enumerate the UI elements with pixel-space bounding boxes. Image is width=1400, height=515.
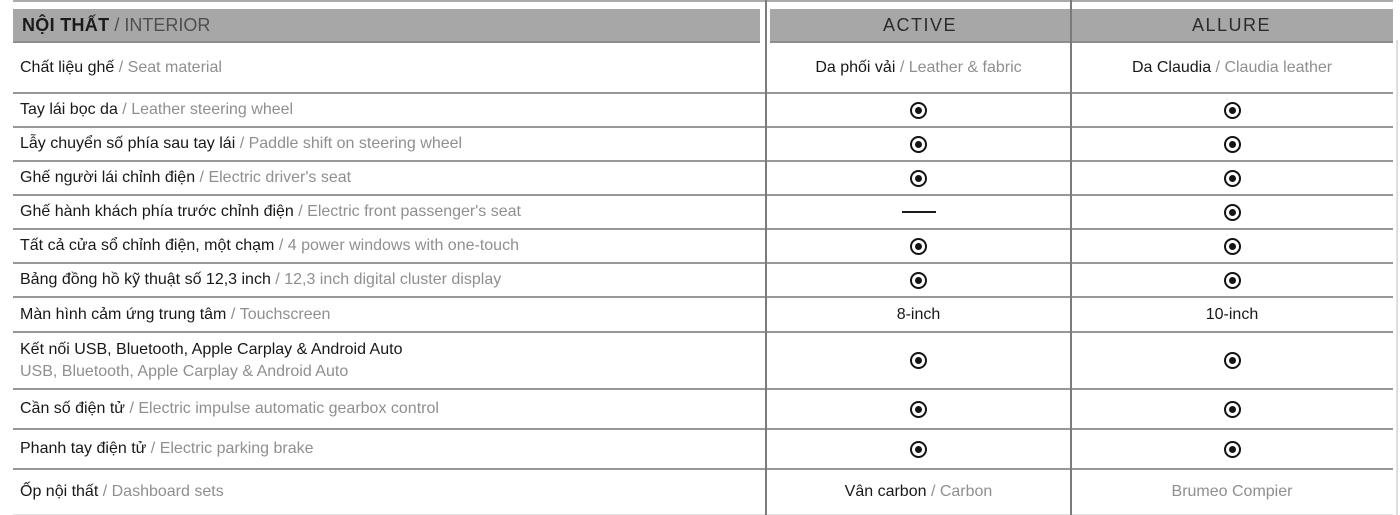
allure-value-cell (1071, 298, 1393, 331)
row-label-vi: Tay lái bọc da (20, 101, 118, 118)
allure-value-cell (1071, 230, 1393, 262)
value-text-separator: / (895, 58, 909, 76)
column-headers-bar (770, 9, 1393, 43)
active-value-cell (766, 43, 1071, 92)
feature-available-icon (910, 441, 927, 458)
row-label-vi: Ốp nội thất (20, 483, 99, 500)
value-text-separator: / (926, 483, 940, 500)
feature-available-icon (910, 136, 927, 153)
feature-available-icon (910, 272, 927, 289)
row-label (13, 162, 766, 194)
value-text-separator: / (1211, 58, 1225, 76)
row-label-vi: Ghế hành khách phía trước chỉnh điện (20, 203, 294, 220)
row-label-separator: / (146, 440, 160, 457)
column-header-allure: ALLURE (1191, 14, 1272, 35)
value-text-vi: Vân carbon (844, 483, 927, 500)
row-label-vi: Chất liệu ghế (20, 58, 115, 76)
active-value-cell (766, 230, 1071, 262)
dot-core (915, 277, 922, 284)
row-label-en: 12,3 inch digital cluster display (284, 271, 502, 288)
table-body (13, 43, 1393, 515)
value-text-vi: Da phối vải (815, 58, 896, 76)
row-label (13, 390, 766, 428)
allure-value-cell (1071, 94, 1393, 126)
value-text-en: Leather & fabric (908, 58, 1022, 76)
row-label-vi: Bảng đồng hồ kỹ thuật số 12,3 inch (20, 271, 271, 288)
dot-core (915, 357, 922, 364)
row-label-separator: / (98, 483, 112, 500)
row-label-vi: Phanh tay điện tử (20, 440, 147, 457)
active-value-cell (766, 128, 1071, 160)
allure-value-cell (1071, 196, 1393, 228)
dot-core (915, 446, 922, 453)
row-label-separator: / (117, 101, 132, 118)
dot-core (1229, 243, 1236, 250)
value-text-en: Carbon (939, 483, 993, 500)
row-label-en: Electric front passenger's seat (307, 203, 521, 220)
column-divider-2 (1070, 0, 1072, 515)
feature-available-icon (1224, 170, 1241, 187)
feature-available-icon (910, 401, 927, 418)
spec-row (13, 333, 1393, 390)
value-text-en: Claudia leather (1224, 58, 1333, 76)
dot-core (1229, 357, 1236, 364)
row-label-separator: / (274, 237, 288, 254)
dot-core (915, 243, 922, 250)
active-value-cell (766, 333, 1071, 388)
section-title-en: INTERIOR (124, 14, 211, 35)
feature-available-icon (1224, 204, 1241, 221)
spec-row (13, 162, 1393, 196)
row-label-separator: / (293, 203, 308, 220)
feature-available-icon (1224, 401, 1241, 418)
dot-core (1229, 277, 1236, 284)
dot-core (915, 175, 922, 182)
row-label (13, 333, 766, 388)
active-value-cell (766, 162, 1071, 194)
allure-value-cell (1071, 128, 1393, 160)
dot-core (1229, 175, 1236, 182)
active-value-cell (766, 430, 1071, 468)
feature-available-icon (1224, 272, 1241, 289)
column-divider-1 (765, 0, 767, 515)
feature-available-icon (1224, 136, 1241, 153)
allure-value-cell (1071, 162, 1393, 194)
spec-row (13, 230, 1393, 264)
row-label-vi: Ghế người lái chỉnh điện (20, 169, 196, 186)
row-label-en: Touchscreen (239, 305, 331, 323)
row-label (13, 230, 766, 262)
feature-available-icon (910, 102, 927, 119)
row-label-vi: Màn hình cảm ứng trung tâm (20, 305, 227, 323)
row-label-separator: / (125, 400, 139, 417)
dot-core (915, 107, 922, 114)
row-label-separator: / (114, 58, 128, 76)
active-value-cell (766, 298, 1071, 331)
row-label-vi: Cần số điện tử (20, 400, 125, 417)
active-value-cell (766, 94, 1071, 126)
active-value-cell (766, 390, 1071, 428)
dot-core (1229, 209, 1236, 216)
allure-value-cell (1071, 333, 1393, 388)
allure-value-cell (1071, 43, 1393, 92)
feature-available-icon (1224, 102, 1241, 119)
table-top-border (13, 0, 1393, 2)
section-header-bar (13, 9, 760, 43)
row-label (13, 470, 766, 514)
row-label-vi: Kết nối USB, Bluetooth, Apple Carplay & Android Auto (20, 341, 403, 359)
spec-row (13, 94, 1393, 128)
spec-row (13, 298, 1393, 333)
row-label (13, 298, 766, 331)
row-label-separator: / (270, 271, 285, 288)
spec-row (13, 264, 1393, 298)
row-label-en: Electric parking brake (159, 440, 314, 457)
row-label (13, 196, 766, 228)
dot-core (1229, 107, 1236, 114)
row-label-en: Dashboard sets (111, 483, 224, 500)
section-title-vi: NỘI THẤT (22, 14, 110, 35)
spec-row (13, 196, 1393, 230)
value-text-en: Brumeo Compier (1171, 483, 1293, 500)
spec-row (13, 43, 1393, 94)
spec-row (13, 470, 1393, 515)
active-value-cell (766, 196, 1071, 228)
feature-not-available-icon (902, 211, 936, 213)
row-label (13, 430, 766, 468)
column-header-active: ACTIVE (882, 14, 957, 35)
spec-row (13, 430, 1393, 470)
row-label-en: USB, Bluetooth, Apple Carplay & Android Auto (20, 362, 349, 380)
dot-core (915, 406, 922, 413)
feature-available-icon (1224, 441, 1241, 458)
dot-core (1229, 406, 1236, 413)
dot-core (1229, 446, 1236, 453)
row-label-en: Electric driver's seat (208, 169, 352, 186)
dot-core (915, 141, 922, 148)
allure-value-cell (1071, 470, 1393, 514)
row-label-en: Leather steering wheel (131, 101, 294, 118)
active-value-cell (766, 264, 1071, 296)
value-text-vi: 10-inch (1205, 305, 1259, 323)
page-right-edge (1396, 40, 1398, 515)
spec-row (13, 128, 1393, 162)
section-title-separator: / (109, 14, 125, 35)
row-label (13, 94, 766, 126)
active-value-cell (766, 470, 1071, 514)
allure-value-cell (1071, 430, 1393, 468)
feature-available-icon (1224, 352, 1241, 369)
row-label-en: Seat material (127, 58, 222, 76)
allure-value-cell (1071, 390, 1393, 428)
dot-core (1229, 141, 1236, 148)
allure-value-cell (1071, 264, 1393, 296)
row-label (13, 43, 766, 92)
row-label (13, 264, 766, 296)
row-label-en: Electric impulse automatic gearbox control (138, 400, 439, 417)
feature-available-icon (910, 170, 927, 187)
spec-row (13, 390, 1393, 430)
value-text-vi: 8-inch (896, 305, 941, 323)
row-label-vi: Lẫy chuyển số phía sau tay lái (20, 135, 236, 152)
feature-available-icon (1224, 238, 1241, 255)
row-label-vi: Tất cả cửa sổ chỉnh điện, một chạm (20, 237, 275, 254)
row-label (13, 128, 766, 160)
feature-available-icon (910, 238, 927, 255)
value-text-vi: Da Claudia (1131, 58, 1212, 76)
row-label-en: Paddle shift on steering wheel (248, 135, 463, 152)
row-label-separator: / (226, 305, 240, 323)
row-label-separator: / (235, 135, 249, 152)
row-label-en: 4 power windows with one-touch (287, 237, 519, 254)
feature-available-icon (910, 352, 927, 369)
row-label-separator: / (195, 169, 209, 186)
